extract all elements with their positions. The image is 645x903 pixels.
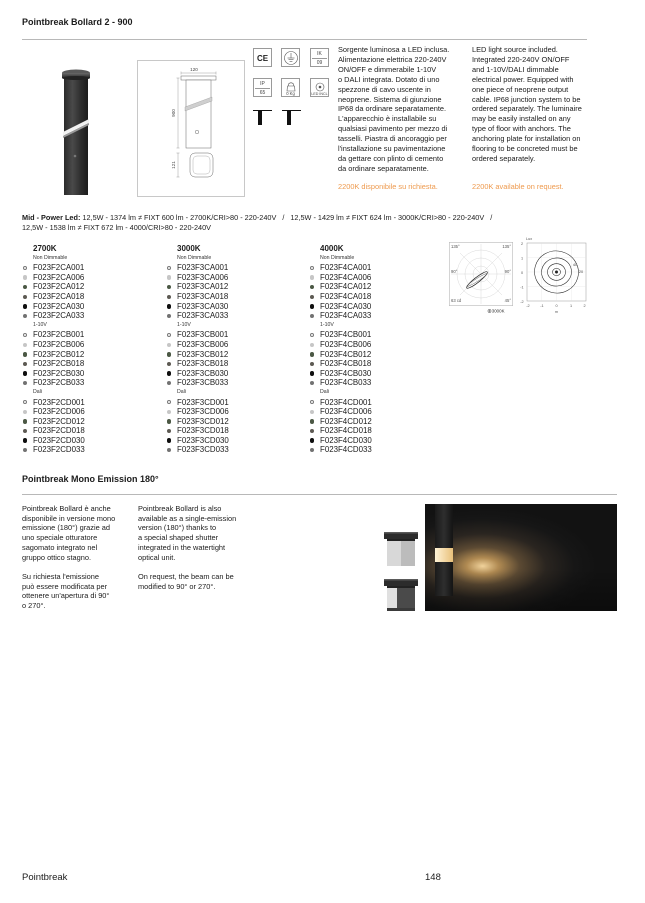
product-code-row: [310, 302, 372, 312]
product-code: F023F3CD006: [177, 407, 229, 417]
ik-divider: [312, 58, 327, 59]
finish-color-swatch: [23, 410, 27, 414]
polar-label: 45°: [504, 298, 511, 303]
product-code-row: [167, 407, 229, 417]
finish-color-swatch: [23, 419, 27, 423]
product-code: F023F3CD030: [177, 435, 229, 445]
product-photo: [55, 64, 100, 200]
product-code-row: [310, 378, 372, 388]
product-code: F023F2CA001: [33, 263, 85, 273]
mono-description-line: sagomato integrato nel: [22, 542, 98, 552]
product-code: F023F2CA006: [33, 272, 85, 282]
product-code: F023F2CB033: [33, 378, 85, 388]
product-code: F023F2CB012: [33, 349, 85, 359]
finish-color-swatch: [310, 438, 314, 442]
technical-drawing: [137, 60, 245, 197]
base-dimension-label: 121: [171, 161, 176, 169]
dimming-group-label: Non Dimmable: [177, 254, 212, 261]
ambient-photo: [425, 504, 617, 611]
dimming-group-label: Non Dimmable: [33, 254, 68, 261]
product-code: F023F4CA033: [320, 311, 372, 321]
floor-install-icon: [253, 106, 272, 125]
product-code: F023F3CA012: [177, 282, 229, 292]
finish-color-swatch: [167, 352, 171, 356]
description-line: electrical power. Equipped with: [472, 74, 574, 84]
power-spec-4000k: 12,5W - 1538 lm ≠ FIXT 672 lm - 4000/CRI>80 - 220-240V: [22, 223, 212, 232]
power-spec-line-1: [22, 213, 498, 223]
mono-description-line: gruppo ottico stagno.: [22, 552, 92, 562]
code-column-4000k: [310, 244, 372, 455]
description-line: neoprene. Sistema di giunzione: [338, 94, 442, 104]
description-line: o DALI integrata. Dotato di uno: [338, 74, 440, 84]
product-code: F023F3CD018: [177, 426, 229, 436]
finish-color-swatch: [23, 275, 27, 279]
product-code-row: [167, 378, 229, 388]
ik-rating-icon: [310, 48, 329, 67]
color-temperature-header: 4000K: [320, 244, 344, 253]
product-code-row: [23, 292, 85, 302]
finish-color-swatch: [167, 285, 171, 289]
mono-description-line: available as a single-emission: [138, 513, 237, 523]
ip-label: IP: [260, 81, 265, 87]
height-dimension-label: 900: [171, 109, 176, 117]
description-line: qualsiasi pavimento per mezzo di: [338, 124, 448, 134]
color-temperature-header: 2700K: [33, 244, 57, 253]
mono-description-line: [138, 562, 236, 572]
description-italian: [338, 45, 449, 174]
header-divider: [22, 39, 587, 40]
polar-label: 135°: [502, 244, 511, 249]
product-code-row: [23, 407, 85, 417]
finish-color-swatch: [167, 381, 171, 385]
product-code: F023F2CD033: [33, 445, 85, 455]
led-included-icon: [310, 78, 329, 97]
finish-color-swatch: [310, 371, 314, 375]
description-line: LED light source included.: [472, 45, 558, 54]
mono-description-line: Pointbreak Bollard è anche: [22, 504, 111, 513]
description-line: may be easily installed on any: [472, 114, 571, 124]
product-code-row: [167, 263, 229, 273]
description-line: da gettare con plinto di cemento: [338, 153, 444, 163]
isolux-y-tick: -1: [520, 285, 524, 290]
product-code: F023F4CA001: [320, 263, 372, 273]
isolux-level-label: 20: [578, 270, 584, 274]
product-code-row: [23, 273, 85, 283]
mono-description-english: [138, 504, 236, 591]
finish-color-swatch: [23, 314, 27, 318]
product-code: F023F2CB018: [33, 359, 85, 369]
product-code-row: [167, 369, 229, 379]
product-code: F023F2CD018: [33, 426, 85, 436]
polar-caption: 3000K: [491, 308, 505, 314]
finish-color-swatch: [310, 381, 314, 385]
weight-icon: [281, 78, 300, 97]
dimming-group-label: 1-10V: [33, 321, 47, 328]
power-spec-line-2: [22, 223, 211, 233]
product-code-row: [167, 311, 229, 321]
product-code-row: [310, 407, 372, 417]
product-code: F023F3CD012: [177, 416, 229, 426]
product-code-row: [23, 436, 85, 446]
product-code-row: [310, 350, 372, 360]
floor-shade: [425, 569, 617, 611]
finish-color-swatch: [310, 429, 314, 433]
product-code: F023F3CD033: [177, 445, 229, 455]
shutter-detail-image-2: [383, 577, 419, 611]
product-code-row: [167, 426, 229, 436]
spec-separator: /: [282, 213, 285, 222]
finish-color-swatch: [167, 295, 171, 299]
mono-description-line: On request, the beam can be: [138, 571, 234, 581]
product-code: F023F3CA030: [177, 301, 229, 311]
isolux-x-tick: -1: [540, 304, 544, 308]
finish-color-swatch: [310, 266, 314, 270]
finish-color-swatch: [310, 410, 314, 414]
isolux-x-tick: 0: [555, 304, 558, 308]
product-code: F023F3CA033: [177, 311, 229, 321]
post-shape: [258, 110, 262, 125]
product-code-row: [310, 282, 372, 292]
finish-color-swatch: [167, 333, 171, 337]
note-italian: 2200K disponibile su richiesta.: [338, 182, 438, 191]
product-code: F023F2CD030: [33, 435, 85, 445]
product-code-row: [167, 359, 229, 369]
product-code-row: [23, 359, 85, 369]
description-line: ordered separately.: [472, 153, 536, 163]
finish-color-swatch: [23, 304, 27, 308]
weight-value: 0 Kg: [286, 91, 295, 96]
product-code: F023F4CD006: [320, 407, 372, 417]
product-code: F023F2CA030: [33, 301, 85, 311]
polar-label: 90°: [451, 269, 458, 274]
mono-description-line: Pointbreak Bollard is also: [138, 504, 222, 513]
product-code-row: [167, 436, 229, 446]
product-code: F023F2CB001: [33, 330, 85, 340]
description-line: IP68 da ordinare separatamente.: [338, 104, 447, 114]
product-code: F023F4CD018: [320, 426, 372, 436]
product-code: F023F4CA030: [320, 301, 372, 311]
isolux-x-unit: m: [554, 310, 559, 314]
finish-color-swatch: [167, 275, 171, 279]
isolux-unit: Lux: [526, 237, 533, 241]
mono-description-line: può essere modificata per: [22, 581, 108, 591]
mono-description-line: ottenere un'apertura di 90°: [22, 591, 110, 601]
shutter-detail-image-1: [383, 528, 419, 566]
finish-color-swatch: [23, 400, 27, 404]
section-title-mono-emission: Pointbreak Mono Emission 180°: [22, 474, 159, 484]
product-code: F023F4CA012: [320, 282, 372, 292]
mono-description-line: integrated in the watertight: [138, 542, 226, 552]
product-code-row: [23, 378, 85, 388]
description-line: type of floor with anchors. The: [472, 124, 571, 134]
product-code-row: [167, 350, 229, 360]
product-code-row: [310, 398, 372, 408]
isolux-x-tick: 2: [583, 304, 586, 308]
product-code-row: [167, 302, 229, 312]
product-code-row: [310, 445, 372, 455]
finish-color-swatch: [310, 352, 314, 356]
product-code: F023F4CB018: [320, 359, 372, 369]
product-code: F023F3CB033: [177, 378, 229, 388]
finish-color-swatch: [23, 343, 27, 347]
mono-description-line: disponibile in versione mono: [22, 513, 116, 523]
page-title: Pointbreak Bollard 2 - 900: [22, 17, 133, 27]
led-included-label: LED INCL: [311, 92, 328, 96]
product-code: F023F2CD001: [33, 397, 85, 407]
description-line: flooring to be concreted must be: [472, 144, 578, 154]
mono-description-line: emissione (180°) grazie ad: [22, 523, 110, 533]
product-code-row: [167, 330, 229, 340]
description-line: L'apparecchio è installabile su: [338, 114, 437, 124]
product-code-row: [310, 273, 372, 283]
polar-label: 63 cd: [451, 298, 462, 303]
mono-description-italian: [22, 504, 115, 611]
finish-color-swatch: [23, 352, 27, 356]
product-code: F023F4CA006: [320, 272, 372, 282]
product-code-row: [23, 398, 85, 408]
product-code: F023F4CB006: [320, 339, 372, 349]
polar-label: 135°: [451, 244, 460, 249]
product-code: F023F3CA006: [177, 272, 229, 282]
finish-color-swatch: [23, 438, 27, 442]
code-column-2700k: [23, 244, 85, 455]
dimming-group-label: 1-10V: [177, 321, 191, 328]
dimming-group-label: Dali: [177, 388, 186, 395]
description-line: and 1-10V/DALI dimmable: [472, 64, 559, 74]
product-code: F023F2CA018: [33, 291, 85, 301]
code-column-3000k: [167, 244, 229, 455]
mono-description-line: version (180°) thanks to: [138, 523, 217, 533]
product-code-row: [310, 426, 372, 436]
product-code-row: [310, 263, 372, 273]
isolux-x-tick: 1: [569, 304, 573, 308]
dimming-group-label: Dali: [320, 388, 329, 395]
finish-color-swatch: [167, 429, 171, 433]
ground-symbol-icon: [282, 49, 300, 67]
product-code: F023F2CA033: [33, 311, 85, 321]
product-code-row: [23, 350, 85, 360]
dimming-group-label: Non Dimmable: [320, 254, 355, 261]
finish-color-swatch: [167, 438, 171, 442]
product-code-row: [23, 445, 85, 455]
product-code-row: [167, 398, 229, 408]
ground-class-icon: [281, 48, 300, 67]
finish-color-swatch: [23, 371, 27, 375]
product-code: F023F4CD001: [320, 397, 372, 407]
description-line: anchoring plate for installation on: [472, 134, 581, 144]
floor-line: [282, 110, 301, 111]
product-code: F023F4CD012: [320, 416, 372, 426]
product-code-row: [310, 436, 372, 446]
product-code: F023F3CA018: [177, 291, 229, 301]
ik-value: 09: [316, 60, 323, 66]
anchor-plate-install-icon: [282, 106, 301, 125]
dimming-group-label: Dali: [33, 388, 42, 395]
dimming-group-label: 1-10V: [320, 321, 334, 328]
finish-color-swatch: [310, 333, 314, 337]
finish-color-swatch: [167, 400, 171, 404]
page-number: 148: [425, 872, 441, 883]
product-code-row: [23, 263, 85, 273]
product-code-row: [23, 311, 85, 321]
finish-color-swatch: [23, 448, 27, 452]
description-english: [472, 45, 582, 164]
floor-line: [253, 110, 272, 111]
spec-separator: /: [490, 213, 493, 222]
description-line: Sorgente luminosa a LED inclusa.: [338, 45, 450, 54]
product-code-row: [23, 369, 85, 379]
product-code: F023F4CA018: [320, 291, 372, 301]
product-code: F023F3CB030: [177, 368, 229, 378]
finish-color-swatch: [23, 429, 27, 433]
finish-color-swatch: [310, 343, 314, 347]
power-spec-3000k: 12,5W - 1429 lm ≠ FIXT 624 lm - 3000K/CRI>80 - 220-240V: [290, 213, 485, 222]
description-line: Integrated 220-240V ON/OFF: [472, 54, 570, 64]
product-code-row: [167, 273, 229, 283]
product-code: F023F3CA001: [177, 263, 229, 273]
finish-color-swatch: [23, 381, 27, 385]
product-code-row: [23, 417, 85, 427]
description-line: l'installazione su pavimentazione: [338, 144, 446, 154]
finish-color-swatch: [310, 448, 314, 452]
product-code-row: [167, 417, 229, 427]
product-code-row: [310, 359, 372, 369]
finish-color-swatch: [23, 333, 27, 337]
finish-color-swatch: [167, 304, 171, 308]
note-english: 2200K available on request.: [472, 182, 564, 191]
description-line: tasselli. Piastra di ancoraggio per: [338, 134, 447, 144]
isolux-y-tick: -2: [520, 300, 524, 304]
finish-color-swatch: [310, 362, 314, 366]
finish-color-swatch: [167, 266, 171, 270]
footer-brand: Pointbreak: [22, 872, 68, 883]
polar-diagram: [449, 242, 513, 318]
finish-color-swatch: [310, 314, 314, 318]
product-code-row: [23, 426, 85, 436]
product-code-row: [167, 292, 229, 302]
product-code: F023F4CD033: [320, 445, 372, 455]
description-line: ordered separately. The luminaire: [472, 104, 582, 114]
product-code-row: [167, 282, 229, 292]
product-code: F023F3CB012: [177, 349, 229, 359]
description-line: cable. IP68 junction system to be: [472, 94, 581, 104]
product-code-row: [23, 302, 85, 312]
product-code-row: [310, 340, 372, 350]
product-code-row: [23, 330, 85, 340]
mono-description-line: o 270°.: [22, 601, 46, 611]
power-label: Mid - Power Led:: [22, 213, 81, 222]
description-line: one piece of neoprene output: [472, 84, 569, 94]
product-code-row: [23, 340, 85, 350]
finish-color-swatch: [23, 285, 27, 289]
product-code: F023F4CD030: [320, 435, 372, 445]
product-code: F023F2CB030: [33, 368, 85, 378]
ce-mark-icon: [253, 48, 272, 67]
product-code-row: [167, 445, 229, 455]
finish-color-swatch: [310, 419, 314, 423]
product-code: F023F3CD001: [177, 397, 229, 407]
isolux-y-tick: 2: [520, 242, 524, 246]
ik-label: IK: [317, 51, 322, 57]
finish-color-swatch: [167, 448, 171, 452]
product-code: F023F4CB030: [320, 368, 372, 378]
finish-color-swatch: [310, 295, 314, 299]
finish-color-swatch: [23, 295, 27, 299]
mono-description-line: a special shaped shutter: [138, 533, 219, 543]
product-code-row: [310, 311, 372, 321]
isolux-y-tick: 0: [520, 271, 524, 275]
section-divider: [22, 494, 617, 495]
finish-color-swatch: [23, 266, 27, 270]
isolux-y-tick: 1: [520, 256, 524, 261]
finish-color-swatch: [167, 343, 171, 347]
mono-description-line: [22, 562, 115, 572]
product-code-row: [310, 369, 372, 379]
product-code: F023F3CB006: [177, 339, 229, 349]
width-dimension-label: 120: [190, 67, 198, 72]
product-code-row: [23, 282, 85, 292]
description-line: spezzone di cavo uscente in: [338, 84, 431, 94]
finish-color-swatch: [167, 362, 171, 366]
product-code-row: [310, 330, 372, 340]
ip-rating-icon: [253, 78, 272, 97]
mono-description-line: optical unit.: [138, 552, 176, 562]
ip-divider: [255, 88, 270, 89]
product-code: F023F3CB018: [177, 359, 229, 369]
product-code-row: [167, 340, 229, 350]
product-code: F023F3CB001: [177, 330, 229, 340]
product-code: F023F4CB001: [320, 330, 372, 340]
mono-description-line: Su richiesta l'emissione: [22, 571, 99, 581]
bollard-light-window: [435, 548, 453, 562]
mono-description-line: modified to 90° or 270°.: [138, 581, 216, 591]
mono-description-line: uno speciale otturatore: [22, 533, 98, 543]
finish-color-swatch: [167, 371, 171, 375]
finish-color-swatch: [167, 314, 171, 318]
finish-color-swatch: [310, 275, 314, 279]
isolux-x-tick: -2: [526, 304, 530, 308]
polar-label: 90°: [504, 269, 511, 274]
power-spec-2700k: 12,5W - 1374 lm ≠ FIXT 600 lm - 2700K/CRI>80 - 220-240V: [82, 213, 277, 222]
product-code: F023F2CD006: [33, 407, 85, 417]
product-code: F023F4CB012: [320, 349, 372, 359]
product-code: F023F2CB006: [33, 339, 85, 349]
isolux-diagram: [517, 235, 589, 317]
product-code-row: [310, 417, 372, 427]
product-code-row: [310, 292, 372, 302]
isolux-level-label: 40: [572, 263, 578, 267]
product-code: F023F2CA012: [33, 282, 85, 292]
finish-color-swatch: [310, 400, 314, 404]
dimension-drawing: [138, 61, 245, 197]
finish-color-swatch: [310, 304, 314, 308]
description-line: da ordinare separatamente.: [338, 163, 429, 173]
finish-color-swatch: [167, 419, 171, 423]
description-line: Alimentazione elettrica 220-240V: [338, 54, 447, 64]
product-code: F023F2CD012: [33, 416, 85, 426]
post-shape: [287, 110, 291, 125]
color-temperature-header: 3000K: [177, 244, 201, 253]
finish-color-swatch: [23, 362, 27, 366]
product-code: F023F4CB033: [320, 378, 372, 388]
finish-color-swatch: [167, 410, 171, 414]
ce-mark-label: CE: [256, 54, 269, 63]
finish-color-swatch: [310, 285, 314, 289]
ip-value: 65: [259, 90, 266, 96]
description-line: ON/OFF e dimmerabile 1-10V: [338, 64, 437, 74]
